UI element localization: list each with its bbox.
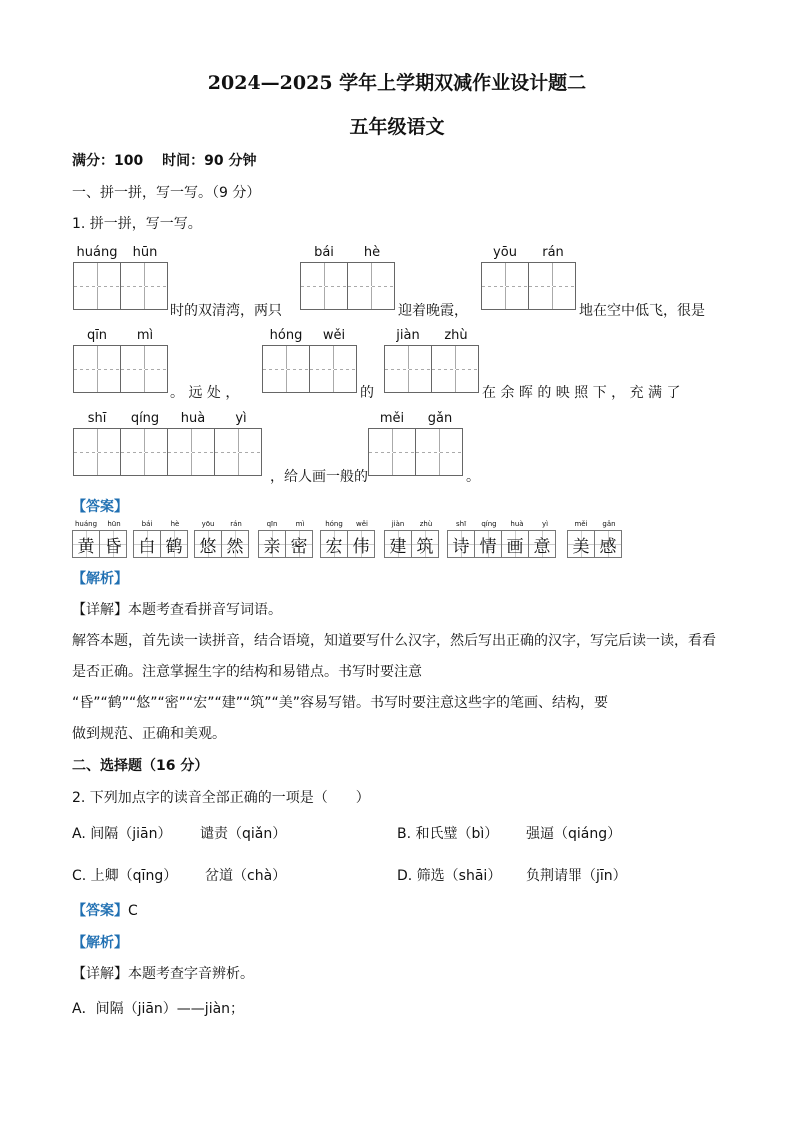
answer-pinyin-row: [320, 520, 376, 530]
analysis-2-label: 【解析】: [72, 935, 128, 951]
writing-box-shiqinghuayi[interactable]: [73, 428, 261, 476]
option-a-1: A. 间隔（jiān）: [72, 826, 172, 842]
q1-text-6: 在 余 晖 的 映 照 下 ， 充 满 了: [482, 385, 681, 401]
answer-pinyin: rán: [230, 520, 242, 528]
pinyin-huanghun: huáng hūn: [76, 245, 158, 260]
answer-2-label: 【答案】: [72, 903, 128, 919]
answer-pinyin: zhù: [419, 520, 433, 528]
analysis-label: 【解析】: [72, 571, 128, 587]
analysis-para-2a: “昏”“鹤”“悠”“密”“宏”“建”“筑”“美”容易写错。书写时要注意这些字的笔画、结构，要: [72, 695, 609, 711]
analysis-para-1a: 解答本题，首先读一读拼音，结合语境，知道要写什么汉字，然后写出正确的汉字，写完后读一读，看看: [72, 633, 716, 649]
pinyin-hongwei: hóng wěi: [269, 328, 346, 343]
answer-grid-6: [447, 520, 559, 558]
answer-char: 美: [567, 530, 595, 558]
answer-pinyin-row: [567, 520, 623, 530]
answer-cells: [258, 530, 314, 558]
answer-pinyin: mì: [295, 520, 305, 528]
answer-pinyin-row: [447, 520, 559, 530]
pinyin-qinmi: qīn mì: [86, 328, 154, 343]
answer-pinyin: bái: [141, 520, 153, 528]
writing-box-hongwei[interactable]: [262, 345, 356, 393]
detail-1: 【详解】本题考查看拼音写词语。: [72, 602, 282, 618]
answer-char: 白: [133, 530, 161, 558]
answer-pinyin: měi: [574, 520, 588, 528]
option-b-2: 强逼（qiáng）: [526, 826, 622, 842]
answer-grid-7: [567, 520, 623, 558]
answer-pinyin: jiàn: [391, 520, 405, 528]
answer-cells: [72, 530, 128, 558]
answer-char: 情: [474, 530, 502, 558]
answer-pinyin: yōu: [201, 520, 215, 528]
option-b-1: B. 和氏璧（bì）: [397, 826, 499, 842]
q1-text-7: ，给人画一般的: [270, 469, 368, 485]
q1-text-4: 。 远 处 ，: [170, 385, 240, 401]
answer-2: [72, 900, 138, 920]
writing-box-huanghun[interactable]: [73, 262, 167, 310]
answer-pinyin: hóng: [325, 520, 343, 528]
answer-cells: [567, 530, 623, 558]
option-d-2: 负荆请罪（jīn）: [526, 868, 627, 884]
pinyin-jianzhu: jiàn zhù: [396, 328, 468, 343]
answer-pinyin: hūn: [107, 520, 121, 528]
answer-pinyin: hè: [170, 520, 180, 528]
answer-label: 【答案】: [72, 499, 128, 515]
answer-char: 黄: [72, 530, 100, 558]
answer-pinyin-row: [194, 520, 250, 530]
answer-char: 悠: [194, 530, 222, 558]
answer-pinyin: qíng: [481, 520, 497, 528]
answer-char: 意: [528, 530, 556, 558]
option-d-1: D. 筛选（shāi）: [397, 868, 502, 884]
answer-grid-3: [258, 520, 314, 558]
answer-pinyin-row: [258, 520, 314, 530]
pinyin-meigan: měi gǎn: [379, 411, 453, 426]
answer-char: 伟: [347, 530, 375, 558]
answer-char: 感: [594, 530, 622, 558]
answer-pinyin: qīn: [266, 520, 278, 528]
section-1-heading: 一、拼一拼，写一写。（9 分）: [72, 185, 261, 201]
writing-box-baihe[interactable]: [300, 262, 394, 310]
answer-char: 然: [221, 530, 249, 558]
answer-2-value: C: [128, 903, 138, 919]
answer-grid-4: [320, 520, 376, 558]
page-title: 2024—2025 学年上学期双减作业设计题二: [207, 72, 587, 94]
writing-box-meigan[interactable]: [368, 428, 462, 476]
answer-pinyin-row: [384, 520, 440, 530]
answer-grid-1: [133, 520, 189, 558]
option-c-1: C. 上卿（qīng）: [72, 868, 178, 884]
answer-char: 诗: [447, 530, 475, 558]
answer-pinyin: yì: [541, 520, 549, 528]
answer-cells: [320, 530, 376, 558]
pinyin-baihe: bái hè: [314, 245, 381, 260]
answer-pinyin: wěi: [356, 520, 368, 528]
writing-box-youran[interactable]: [481, 262, 575, 310]
q1-text-3: 地在空中低飞，很是: [579, 303, 705, 319]
answer-cells: [194, 530, 250, 558]
page-subtitle: 五年级语文: [349, 116, 445, 138]
option-a-2: 谴责（qiǎn）: [200, 826, 287, 842]
answer-char: 建: [384, 530, 412, 558]
analysis-2-line-a: A．间隔（jiān）——jiàn；: [72, 1001, 245, 1017]
answer-char: 昏: [99, 530, 127, 558]
answer-char: 密: [285, 530, 313, 558]
question-1-stem: 1. 拼一拼，写一写。: [72, 216, 202, 232]
answer-char: 亲: [258, 530, 286, 558]
writing-box-qinmi[interactable]: [73, 345, 167, 393]
answer-grid-2: [194, 520, 250, 558]
answer-pinyin: huà: [510, 520, 524, 528]
writing-box-jianzhu[interactable]: [384, 345, 478, 393]
answer-cells: [384, 530, 440, 558]
question-2-stem: 2. 下列加点字的读音全部正确的一项是（ ）: [72, 790, 370, 806]
answer-pinyin: huáng: [74, 520, 98, 528]
analysis-para-1b: 是否正确。注意掌握生字的结构和易错点。书写时要注意: [72, 664, 422, 680]
section-2-heading: 二、选择题（16 分）: [72, 758, 209, 774]
detail-2: 【详解】本题考查字音辨析。: [72, 966, 254, 982]
answer-char: 宏: [320, 530, 348, 558]
answer-pinyin-row: [133, 520, 189, 530]
pinyin-shiqinghuayi: shī qíng huà yì: [87, 411, 247, 426]
answer-grid-0: [72, 520, 128, 558]
analysis-para-2b: 做到规范、正确和美观。: [72, 726, 226, 742]
answer-char: 画: [501, 530, 529, 558]
q1-text-2: 迎着晚霞，: [398, 303, 468, 319]
answer-char: 筑: [411, 530, 439, 558]
answer-pinyin-row: [72, 520, 128, 530]
exam-meta: 满分：100 时间：90 分钟: [72, 153, 257, 169]
answer-char: 鹤: [160, 530, 188, 558]
answer-pinyin: gǎn: [602, 520, 616, 528]
answer-cells: [133, 530, 189, 558]
pinyin-youran: yōu rán: [493, 245, 564, 260]
answer-pinyin: shī: [455, 520, 467, 528]
q1-text-1: 时的双清湾，两只: [170, 303, 282, 319]
answer-grid-5: [384, 520, 440, 558]
q1-text-5: 的: [360, 385, 374, 401]
q1-text-8: 。: [466, 469, 480, 485]
answer-cells: [447, 530, 559, 558]
option-c-2: 岔道（chà）: [205, 868, 287, 884]
